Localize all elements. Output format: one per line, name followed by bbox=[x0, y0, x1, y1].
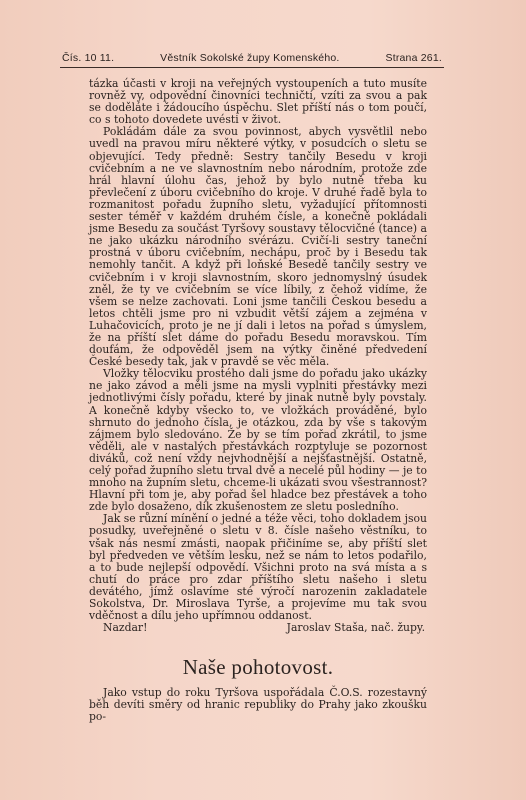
running-header bbox=[62, 52, 442, 64]
journal-title: Věstník Sokolské župy Komenského. bbox=[160, 52, 340, 64]
section-paragraph-1: Jako vstup do roku Tyršova uspořádala Č.O.S. rozestavný běh devíti směry od hranic republiky do Prahy jako zkoušku po- bbox=[89, 686, 427, 724]
paragraph-1: tázka účasti v kroji na veřejných vystoupeních a tuto musíte rovněž vy, odpovědní činovníci techničtí, vzíti za svou a pak se doděláte i žádoucího úspěchu. Slet příští nás o tom poučí, co s tohoto dovedete uvésti v život. bbox=[89, 77, 427, 127]
greeting: Nazdar! bbox=[103, 621, 148, 635]
page-number: Strana 261. bbox=[385, 52, 442, 64]
signature-line bbox=[89, 622, 427, 634]
header-rule bbox=[60, 67, 444, 68]
section-body bbox=[89, 687, 427, 723]
paragraph-3: Vložky tělocviku prostého dali jsme do pořadu jako ukázky ne jako závod a měli jsme na mysli vyplniti přestávky mezi jednotlivými čísly pořadu, které by jinak nutně byly povstaly. A konečně kdyby všecko to, ve vložkách prováděné, bylo shrnuto do jednoho čísla, je otázkou, zda by vše s takovým zájmem bylo sledováno. Že by se tím pořad zkrátil, to jsme věděli, ale v nastalých přestávkách rozptyluje se pozornost diváků, což není vždy nejvhodnější a nejšťastnější. Ostatně, celý pořad župního sletu trval dvě a necelé půl hodiny — je to mnoho na župním sletu, chceme-li ukázati svou všestrannost? Hlavní při tom je, aby pořad šel hladce bez přestávek a toho zde bylo dosaženo, dík zkušenostem ze sletu posledního. bbox=[89, 367, 428, 514]
article-body bbox=[89, 78, 427, 634]
paragraph-4: Jak se různí mínění o jedné a téže věci, toho dokladem jsou posudky, uveřejněné o sletu v 8. čísle našeho věstníku, to však nás nesmí zmásti, naopak přičiníme se, aby příští slet byl předveden ve větším lesku, než se nám to letos podařilo, a to bude nejlepší odpovědí. Všichni proto na svá místa a s chutí do práce pro zdar příštího sletu našeho i sletu devátého, jímž oslavíme sté výročí narozenin zakladatele Sokolstva, Dr. Miroslava Tyrše, a projevíme mu tak svou vděčnost a dílu jeho upřímnou oddanost. bbox=[89, 512, 427, 623]
signature: Jaroslav Staša, nač. župy. bbox=[286, 621, 425, 635]
paragraph-2: Pokládám dále za svou povinnost, abych vysvětlil nebo uvedl na pravou míru některé výtky, v posudcích o sletu se objevující. Tedy předně: Sestry tančily Besedu v kroji cvičebním a ne ve slavnostním nebo národním, protože zde hrál hlavní úlohu čas, jehož by bylo nutně třeba ku převlečení z úboru cvičebního do kroje. V druhé řadě byla to rozmanitost pořadu župního sletu, vyžadující přítomnosti sester téměř v každém druhém čísle, a konečně pokládali jsme Besedu za součást Tyršovy soustavy tělocvičné (tance) a ne jako ukázku národního svérázu. Cvičí-li sestry taneční prostná v úboru cvičebním, nechápu, proč by i Besedu tak nemohly tančit. A když při loňské Besedě tančily sestry ve cvičebním i v kroji slavnostním, skoro jednomyslný úsudek zněl, že ty ve cvičebním se více líbily, z čehož vidíme, že všem se nelze zachovati. Loni jsme tančili Českou besedu a letos chtěli jsme pro ni vzbudit větší zájem a zejména v Luhačovicích, proto je ne jí dali i letos na pořad s úmyslem, že na příští slet dáme do pořadu Besedu moravskou. Tím doufám, že odpověděl jsem na výtky činěné předvedení České besedy tak, jak v pravdě se věc měla. bbox=[89, 125, 427, 369]
issue-number: Čís. 10 11. bbox=[62, 52, 115, 64]
section-title: Naše pohotovost. bbox=[182, 655, 334, 679]
